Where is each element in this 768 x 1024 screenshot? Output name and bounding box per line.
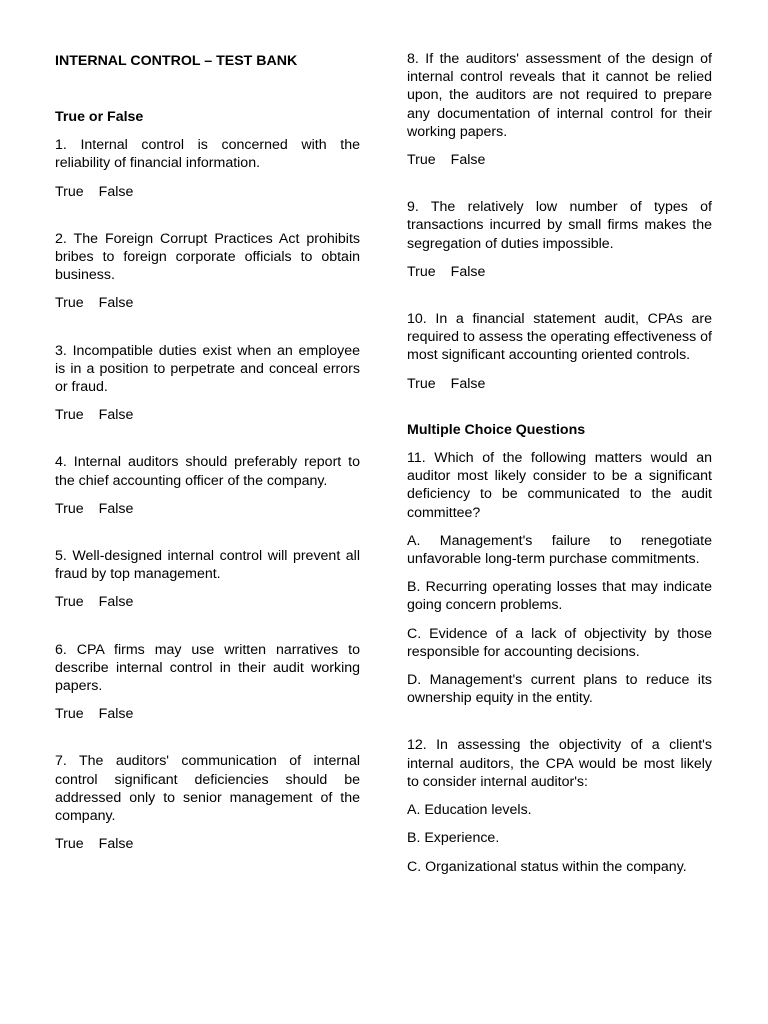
section-title-true-false: True or False <box>55 109 144 125</box>
tf-options-8 <box>407 151 712 169</box>
document-title: INTERNAL CONTROL – TEST BANK <box>55 53 298 69</box>
true-option: True <box>55 407 84 424</box>
false-option: False <box>98 407 134 424</box>
false-option: False <box>98 295 134 312</box>
false-option: False <box>98 594 134 611</box>
section-title-multiple-choice: Multiple Choice Questions <box>407 421 586 438</box>
true-option: True <box>407 263 436 280</box>
question-9: 9. The relatively low number of types of transactions incurred by small firms makes the segregation of duties impossible. <box>407 199 712 252</box>
question-1: 1. Internal control is concerned with the reliability of financial information. <box>55 137 360 172</box>
question-5: 5. Well-designed internal control will prevent all fraud by top management. <box>55 548 360 583</box>
false-option: False <box>98 836 134 853</box>
true-option: True <box>55 706 84 723</box>
true-option: True <box>55 836 84 853</box>
tf-options-9 <box>407 263 712 281</box>
tf-options-10 <box>407 375 712 393</box>
false-option: False <box>450 375 486 392</box>
false-option: False <box>98 183 134 200</box>
right-column <box>407 50 712 876</box>
false-option: False <box>450 263 486 280</box>
question-2: 2. The Foreign Corrupt Practices Act prohibits bribes to foreign corporate officials to obtain business. <box>55 230 360 284</box>
false-option: False <box>450 152 486 169</box>
true-option: True <box>55 594 84 611</box>
tf-options-2 <box>55 294 360 312</box>
false-option: False <box>98 706 134 723</box>
question-12: 12. In assessing the objectivity of a client's internal auditors, the CPA would be most likely to consider internal auditor's: <box>407 737 712 790</box>
question-3: 3. Incompatible duties exist when an employee is in a position to perpetrate and conceal errors or fraud. <box>55 342 360 396</box>
question-8: 8. If the auditors' assessment of the design of internal control reveals that it cannot be relied upon, the auditors are not required to prepare any documentation of internal control for their working papers. <box>407 51 712 140</box>
tf-options-3 <box>55 406 360 424</box>
question-12-option-a: A. Education levels. <box>407 802 532 819</box>
tf-options-5 <box>55 593 360 611</box>
question-12-option-c: C. Organizational status within the company. <box>407 858 687 875</box>
true-option: True <box>407 375 436 392</box>
true-option: True <box>55 295 84 312</box>
true-option: True <box>55 183 84 200</box>
false-option: False <box>98 500 134 517</box>
question-11-option-c: C. Evidence of a lack of objectivity by those responsible for accounting decisions. <box>407 625 712 660</box>
tf-options-6 <box>55 705 360 723</box>
tf-options-7 <box>55 835 360 853</box>
left-column <box>55 50 360 853</box>
question-11-option-d: D. Management's current plans to reduce its ownership equity in the entity. <box>407 672 712 707</box>
question-6: 6. CPA firms may use written narratives to describe internal control in their audit working papers. <box>55 641 360 695</box>
question-4: 4. Internal auditors should preferably report to the chief accounting officer of the company. <box>55 454 360 489</box>
true-option: True <box>407 152 436 169</box>
tf-options-1 <box>55 183 360 201</box>
true-option: True <box>55 500 84 517</box>
question-10: 10. In a financial statement audit, CPAs are required to assess the operating effectiveness of most significant accounting oriented controls. <box>407 311 712 364</box>
question-11: 11. Which of the following matters would an auditor most likely consider to be a significant deficiency to be communicated to the audit committee? <box>407 450 712 521</box>
question-7: 7. The auditors' communication of internal control significant deficiencies should be addressed only to senior management of the company. <box>55 753 360 825</box>
question-11-option-a: A. Management's failure to renegotiate unfavorable long-term purchase commitments. <box>407 532 712 568</box>
question-12-option-b: B. Experience. <box>407 830 500 847</box>
question-11-option-b: B. Recurring operating losses that may indicate going concern problems. <box>407 579 712 614</box>
tf-options-4 <box>55 500 360 518</box>
